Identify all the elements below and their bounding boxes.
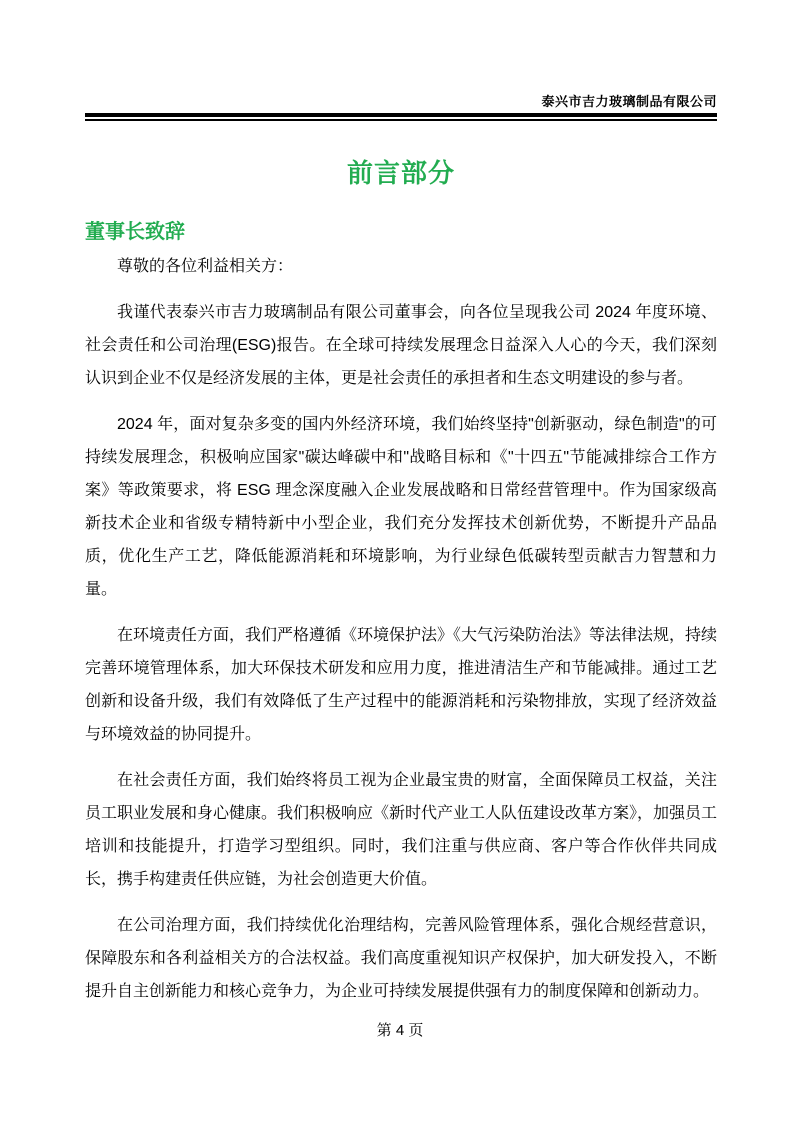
paragraph: 2024 年，面对复杂多变的国内外经济环境，我们始终坚持"创新驱动，绿色制造"的可持续发展理念，积极响应国家"碳达峰碳中和"战略目标和《"十四五"节能减排综合工作方案》等政策要求，将 ESG 理念深度融入企业发展战略和日常经营管理中。作为国家级高新技术企业和省级专精特新中小型企业，我们充分发挥技术创新优势，不断提升产品品质，优化生产工艺，降低能源消耗和环境影响，为行业绿色低碳转型贡献吉力智慧和力量。 <box>85 416 717 598</box>
header-rule-thin-line <box>85 119 717 121</box>
page-footer <box>0 1022 800 1040</box>
header-rule-divider <box>85 113 717 121</box>
salutation: 尊敬的各位利益相关方： <box>117 258 294 275</box>
page-number: 第 4 页 <box>376 1022 424 1039</box>
paragraph: 在社会责任方面，我们始终将员工视为企业最宝贵的财富，全面保障员工权益，关注员工职业发展和身心健康。我们积极响应《新时代产业工人队伍建设改革方案》，加强员工培训和技能提升，打造学习型组织。同时，我们注重与供应商、客户等合作伙伴共同成长，携手构建责任供应链，为社会创造更大价值。 <box>85 772 718 888</box>
paragraph: 在环境责任方面，我们严格遵循《环境保护法》《大气污染防治法》等法律法规，持续完善环境管理体系，加大环保技术研发和应用力度，推进清洁生产和节能减排。通过工艺创新和设备升级，我们有效降低了生产过程中的能源消耗和污染物排放，实现了经济效益与环境效益的协同提升。 <box>85 627 718 743</box>
paragraph: 我谨代表泰兴市吉力玻璃制品有限公司董事会，向各位呈现我公司 2024 年度环境、社会责任和公司治理(ESG)报告。在全球可持续发展理念日益深入人心的今天，我们深刻认识到企业不仅是经济发展的主体，更是社会责任的承担者和生态文明建设的参与者。 <box>85 304 717 387</box>
header-company-name: 泰兴市吉力玻璃制品有限公司 <box>541 94 717 109</box>
section-heading: 董事长致辞 <box>85 221 185 243</box>
page-title: 前言部分 <box>346 158 455 188</box>
paragraph: 在公司治理方面，我们持续优化治理结构，完善风险管理体系，强化合规经营意识，保障股东和各利益相关方的合法权益。我们高度重视知识产权保护，加大研发投入，不断提升自主创新能力和核心竞争力，为企业可持续发展提供强有力的制度保障和创新动力。 <box>85 917 717 1000</box>
